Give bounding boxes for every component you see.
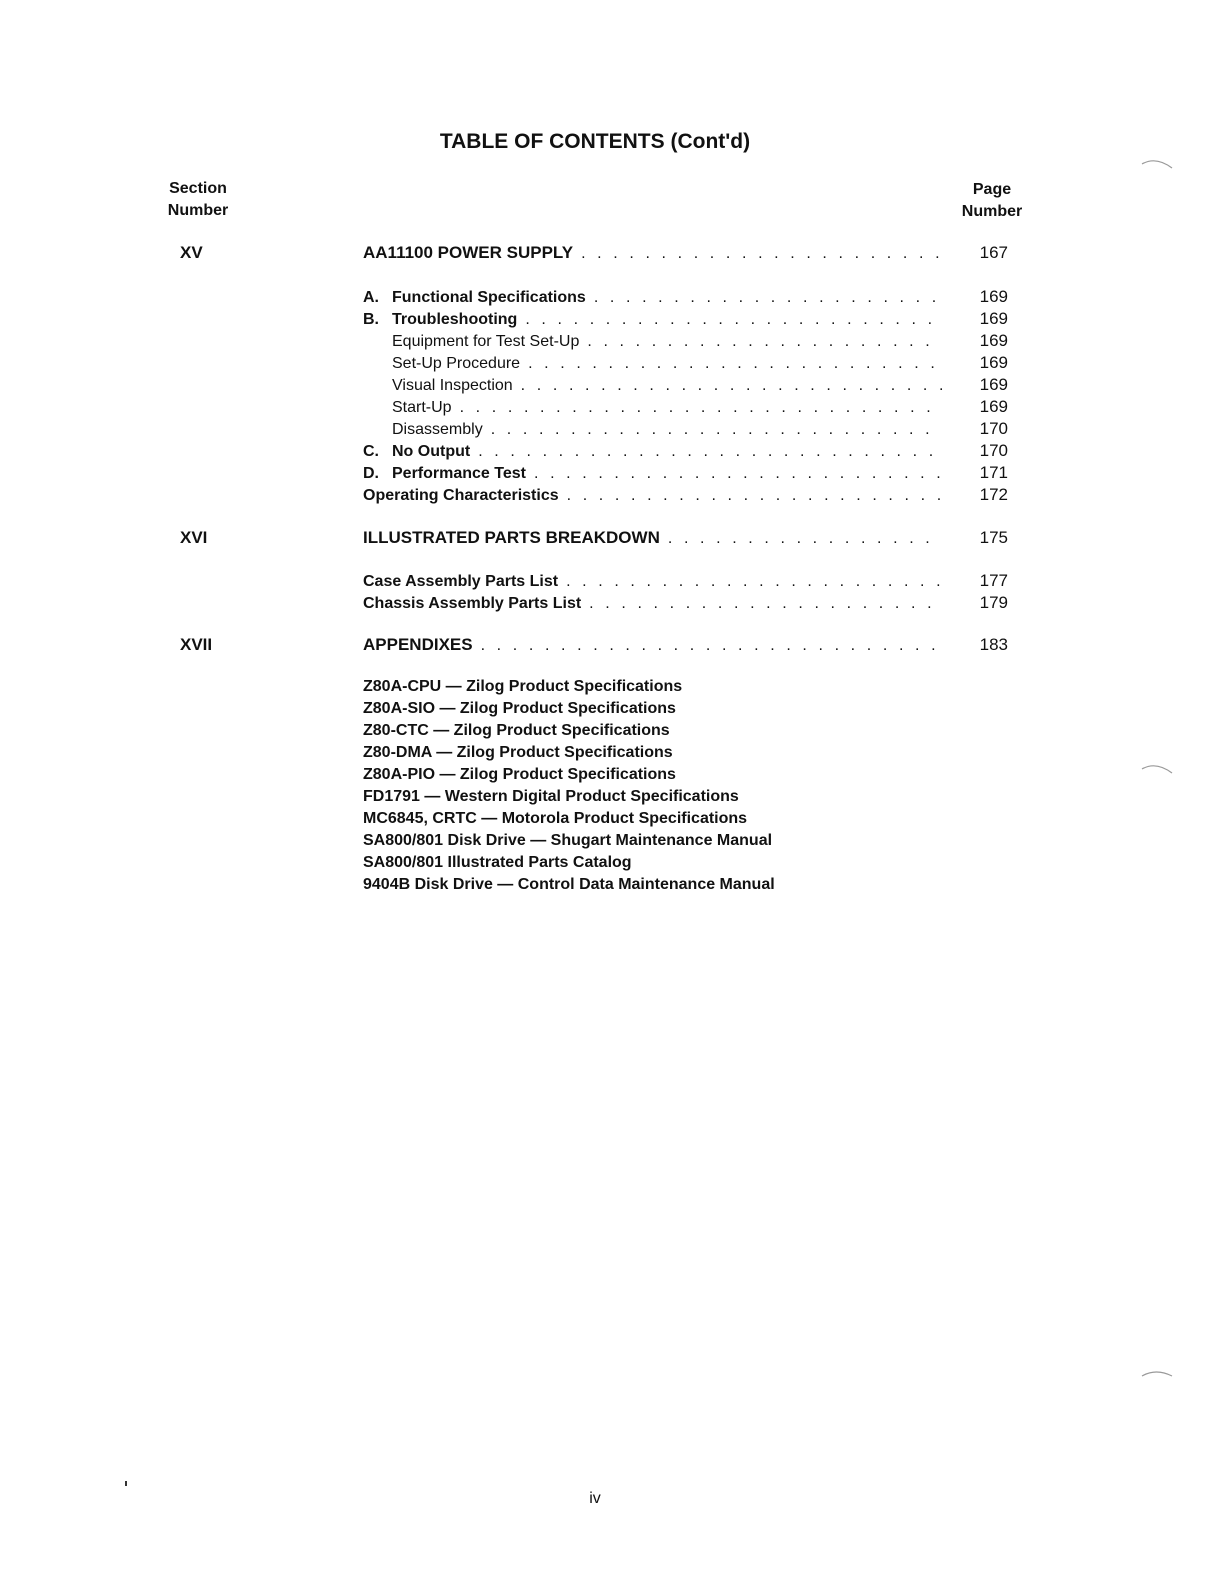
dot-leader: [594, 289, 942, 307]
toc-page: 169: [979, 375, 1008, 394]
toc-section-xvi[interactable]: [363, 528, 1008, 550]
toc-page: 179: [979, 593, 1008, 612]
dot-leader: [525, 311, 942, 329]
appendix-item[interactable]: SA800/801 Disk Drive — Shugart Maintenance Manual: [363, 832, 773, 849]
appendix-item[interactable]: Z80A-SIO — Zilog Product Specifications: [363, 700, 676, 717]
toc-entry-disassembly[interactable]: [392, 419, 1008, 441]
toc-label: Operating Characteristics: [363, 487, 559, 504]
toc-label: AA11100 POWER SUPPLY: [363, 243, 574, 262]
dot-leader: [589, 595, 942, 613]
appendix-item[interactable]: Z80A-PIO — Zilog Product Specifications: [363, 766, 676, 783]
toc-entry-start-up[interactable]: [392, 397, 1008, 419]
toc-label: Start-Up: [392, 399, 452, 416]
section-header-line-2: Number: [167, 202, 229, 219]
binder-hole-mark: [1140, 755, 1180, 785]
toc-page: 171: [979, 463, 1008, 482]
dot-leader: [521, 377, 942, 395]
toc-label: APPENDIXES: [363, 635, 473, 654]
toc-label: Performance Test: [392, 465, 526, 482]
toc-entry-chassis-assembly-parts-list[interactable]: [363, 593, 1008, 615]
appendix-item[interactable]: SA800/801 Illustrated Parts Catalog: [363, 854, 632, 871]
toc-page: 183: [979, 635, 1008, 654]
dot-leader: [581, 245, 942, 263]
appendix-item[interactable]: Z80-DMA — Zilog Product Specifications: [363, 744, 673, 761]
page-number-header: [950, 179, 1034, 223]
toc-section-xv[interactable]: [363, 243, 1008, 265]
dot-leader: [668, 530, 942, 548]
toc-label: No Output: [392, 443, 471, 460]
toc-entry-set-up-procedure[interactable]: [392, 353, 1008, 375]
toc-page: 172: [979, 485, 1008, 504]
appendix-item[interactable]: Z80A-CPU — Zilog Product Specifications: [363, 678, 683, 695]
dot-leader: [528, 355, 942, 373]
toc-entry-operating-characteristics[interactable]: [363, 485, 1008, 507]
appendix-item[interactable]: FD1791 — Western Digital Product Specifications: [363, 788, 739, 805]
page-header-line-2: Number: [961, 203, 1023, 220]
section-number-xvi: XVI: [180, 528, 208, 547]
dot-leader: [566, 573, 942, 591]
page-number: iv: [589, 1490, 601, 1507]
toc-page: 177: [979, 571, 1008, 590]
toc-label: Chassis Assembly Parts List: [363, 595, 582, 612]
dot-leader: [587, 333, 942, 351]
toc-page: 169: [979, 397, 1008, 416]
toc-page: 169: [979, 331, 1008, 350]
toc-label: Visual Inspection: [392, 377, 513, 394]
toc-entry-equipment-for-test-set-up[interactable]: [392, 331, 1008, 353]
toc-section-xvii[interactable]: [363, 635, 1008, 657]
appendix-item[interactable]: Z80-CTC — Zilog Product Specifications: [363, 722, 670, 739]
scan-speck: [122, 1478, 132, 1492]
binder-hole-mark: [1140, 150, 1180, 180]
section-number-header: [150, 178, 246, 222]
dot-leader: [567, 487, 942, 505]
section-number-xvii: XVII: [180, 635, 213, 654]
section-number-xv: XV: [180, 243, 203, 262]
toc-label: Troubleshooting: [392, 311, 518, 328]
dot-leader: [478, 443, 942, 461]
toc-page: 169: [979, 353, 1008, 372]
appendix-item[interactable]: MC6845, CRTC — Motorola Product Specifications: [363, 810, 748, 827]
toc-page: 169: [979, 309, 1008, 328]
toc-letter: D.: [363, 465, 379, 482]
appendix-item[interactable]: 9404B Disk Drive — Control Data Maintenance Manual: [363, 876, 775, 893]
toc-page: 167: [979, 243, 1008, 262]
toc-entry-visual-inspection[interactable]: [392, 375, 1008, 397]
dot-leader: [460, 399, 942, 417]
toc-label: Case Assembly Parts List: [363, 573, 559, 590]
page-header-line-1: Page: [972, 181, 1012, 198]
toc-letter: C.: [363, 443, 379, 460]
toc-page: 175: [979, 528, 1008, 547]
toc-letter: A.: [363, 289, 379, 306]
toc-page: 170: [979, 441, 1008, 460]
toc-entry-functional-specifications[interactable]: [363, 287, 1008, 309]
toc-label: Functional Specifications: [392, 289, 586, 306]
toc-entry-troubleshooting[interactable]: [363, 309, 1008, 331]
toc-entry-case-assembly-parts-list[interactable]: [363, 571, 1008, 593]
toc-entry-no-output[interactable]: [363, 441, 1008, 463]
section-header-line-1: Section: [169, 180, 227, 197]
dot-leader: [534, 465, 942, 483]
toc-letter: B.: [363, 311, 379, 328]
dot-leader: [491, 421, 942, 439]
toc-page: 169: [979, 287, 1008, 306]
toc-entry-performance-test[interactable]: [363, 463, 1008, 485]
toc-label: Equipment for Test Set-Up: [392, 333, 580, 350]
toc-page: 170: [979, 419, 1008, 438]
toc-label: Disassembly: [392, 421, 483, 438]
binder-hole-mark: [1140, 1360, 1180, 1390]
dot-leader: [481, 637, 942, 655]
toc-label: ILLUSTRATED PARTS BREAKDOWN: [363, 528, 660, 547]
toc-label: Set-Up Procedure: [392, 355, 521, 372]
page-title: TABLE OF CONTENTS (Cont'd): [439, 130, 751, 153]
